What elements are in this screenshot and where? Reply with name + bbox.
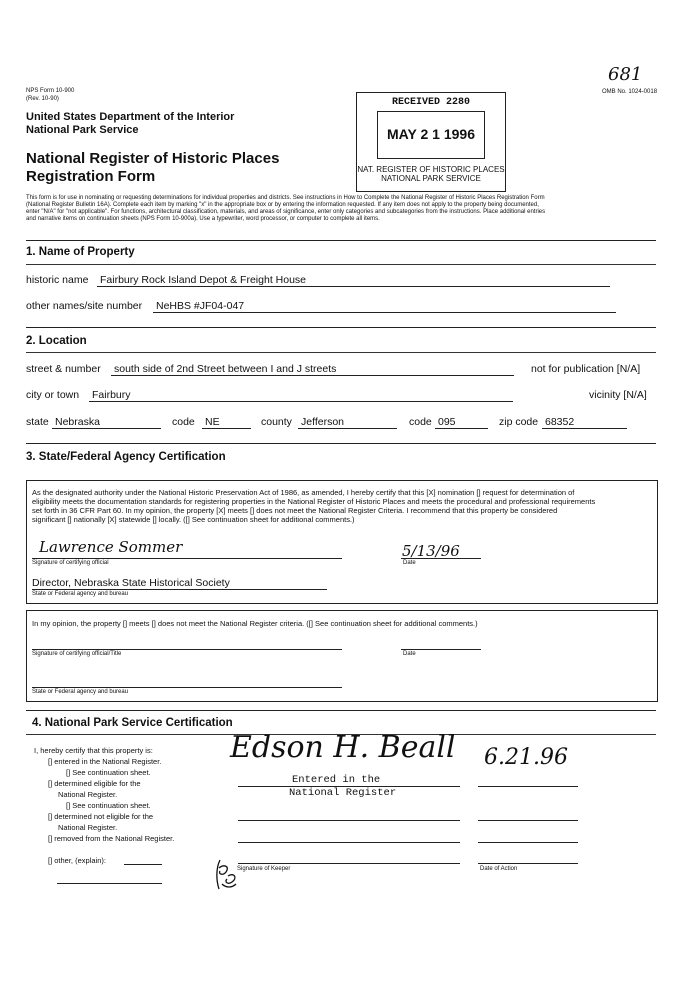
vicinity[interactable]: vicinity [N/A] <box>589 389 647 401</box>
instruction-line: and narrative items on continuation sheets (NPS Form 10-900a). Use a typewriter, word processor, or computer to complete all items. <box>26 216 380 222</box>
county-code-label: code <box>409 416 432 428</box>
form-subtitle: Registration Form <box>26 168 156 185</box>
city-label: city or town <box>26 389 80 401</box>
state-label: state <box>26 416 49 428</box>
stamp-line1: NAT. REGISTER OF HISTORIC PLACES <box>357 165 505 174</box>
certification-date: 5/13/96 <box>402 542 460 560</box>
section-2-heading: 2. Location <box>26 335 87 347</box>
date-line[interactable] <box>478 786 578 787</box>
eligible-continued: National Register. <box>58 790 118 799</box>
section-4-heading: 4. National Park Service Certification <box>32 717 233 729</box>
stamp-date: MAY 2 1 1996 <box>387 126 475 142</box>
agency-label: State or Federal agency and bureau <box>32 591 129 597</box>
date-line[interactable] <box>478 842 578 843</box>
keeper-certify-text: I, hereby certify that this property is: <box>34 746 153 755</box>
entered-stamp-line2: National Register <box>289 787 397 799</box>
certification-text <box>32 488 652 524</box>
form-revision: (Rev. 10-90) <box>26 96 59 102</box>
eligible-checkbox[interactable]: [] determined eligible for the <box>48 779 141 788</box>
cert-line: significant [] nationally [X] statewide [] locally. ([] See continuation sheet for additional comments.) <box>32 515 355 524</box>
keeper-line[interactable] <box>238 863 460 864</box>
cert-line: set forth in 36 CFR Part 60. In my opinion, the property [X] meets [] does not meet the National Register Criteria. I recommend that this property be considered <box>32 506 558 515</box>
date-line[interactable] <box>478 820 578 821</box>
street-field[interactable]: south side of 2nd Street between I and J streets <box>111 363 514 376</box>
cert-line: eligibility meets the documentation standards for registering properties in the National Register of Historic Places and meets the procedural and professional requirements <box>32 497 596 506</box>
action-date: 6.21.96 <box>484 745 568 770</box>
other-explain-line[interactable] <box>124 864 162 865</box>
not-for-publication[interactable]: not for publication [N/A] <box>531 363 641 375</box>
date-line[interactable] <box>478 863 578 864</box>
zip-label: zip code <box>499 416 539 428</box>
continuation-checkbox[interactable]: [] See continuation sheet. <box>66 801 151 810</box>
keeper-initials-mark <box>214 858 240 892</box>
section-1-heading: 1. Name of Property <box>26 246 135 258</box>
entered-stamp-line1: Entered in the <box>292 774 381 786</box>
city-field[interactable]: Fairbury <box>89 389 513 402</box>
certifying-signature: Lawrence Sommer <box>39 538 183 556</box>
not-eligible-continued: National Register. <box>58 823 118 832</box>
agency-value: Director, Nebraska State Historical Society <box>32 577 230 589</box>
divider <box>26 710 656 711</box>
state-field[interactable]: Nebraska <box>52 416 161 429</box>
continuation-checkbox[interactable]: [] See continuation sheet. <box>66 768 151 777</box>
received-stamp <box>356 92 506 192</box>
signature-title-label: Signature of certifying official/Title <box>32 651 122 657</box>
agency-line[interactable] <box>32 687 342 688</box>
omb-number: OMB No. 1024-0018 <box>602 89 658 95</box>
date-label: Date <box>403 651 416 657</box>
keeper-signature-label: Signature of Keeper <box>237 866 291 872</box>
historic-name-field[interactable]: Fairbury Rock Island Depot & Freight House <box>97 274 610 287</box>
department-name: United States Department of the Interior <box>26 111 235 123</box>
county-label: county <box>261 416 292 428</box>
date-line[interactable] <box>401 558 481 559</box>
not-eligible-checkbox[interactable]: [] determined not eligible for the <box>48 812 154 821</box>
stamp-inner-box <box>377 111 485 159</box>
other-names-label: other names/site number <box>26 300 143 312</box>
keeper-line[interactable] <box>238 786 460 787</box>
instruction-line: (National Register Bulletin 16A). Complete each item by marking "x" in the appropriate box or by entering the information requested. If any item does not apply to the property being documented, <box>26 202 539 208</box>
removed-checkbox[interactable]: [] removed from the National Register. <box>48 834 175 843</box>
state-certification-box <box>26 480 658 604</box>
stamp-received: RECEIVED 2280 <box>391 97 470 108</box>
date-line[interactable] <box>401 649 481 650</box>
state-code-field[interactable]: NE <box>202 416 251 429</box>
historic-name-label: historic name <box>26 274 89 286</box>
other-names-field[interactable]: NeHBS #JF04-047 <box>153 300 616 313</box>
date-label: Date <box>403 560 416 566</box>
agency-line[interactable] <box>32 589 327 590</box>
keeper-line[interactable] <box>238 842 460 843</box>
stamp-line2: NATIONAL PARK SERVICE <box>381 174 481 183</box>
keeper-initials <box>214 858 240 897</box>
form-title: National Register of Historic Places <box>26 150 280 167</box>
other-checkbox[interactable]: [] other, (explain): <box>48 856 106 865</box>
form-number: NPS Form 10-900 <box>26 88 75 94</box>
street-label: street & number <box>26 363 101 375</box>
signature-line[interactable] <box>32 558 342 559</box>
divider <box>26 443 656 444</box>
keeper-line[interactable] <box>238 820 460 821</box>
entered-checkbox[interactable]: [] entered in the National Register. <box>48 757 162 766</box>
instruction-line: This form is for use in nominating or requesting determinations for individual properties and districts. See instructions in How to Complete the National Register of Historic Places Registration Form <box>26 195 545 201</box>
zip-field[interactable]: 68352 <box>542 416 627 429</box>
divider <box>26 327 656 328</box>
signature-label: Signature of certifying official <box>32 560 109 566</box>
opinion-box <box>26 610 658 702</box>
other-explain-line[interactable] <box>57 883 162 884</box>
county-code-field[interactable]: 095 <box>435 416 488 429</box>
divider <box>26 240 656 241</box>
handwritten-number: 681 <box>608 64 643 85</box>
opinion-text: In my opinion, the property [] meets [] does not meet the National Register criteria. ([] See continuation sheet for additional comments.) <box>32 619 478 628</box>
divider <box>26 352 656 353</box>
service-name: National Park Service <box>26 124 139 136</box>
instructions <box>26 195 666 223</box>
county-field[interactable]: Jefferson <box>298 416 397 429</box>
keeper-signature: Edson H. Beall <box>230 730 456 765</box>
signature-line[interactable] <box>32 649 342 650</box>
divider <box>26 264 656 265</box>
instruction-line: enter "N/A" for "not applicable". For functions, architectural classification, materials, and areas of significance, enter only categories and subcategories from the instructions. Place additional entries <box>26 209 546 215</box>
agency-label: State or Federal agency and bureau <box>32 689 129 695</box>
state-code-label: code <box>172 416 195 428</box>
cert-line: As the designated authority under the National Historic Preservation Act of 1986, as amended, I hereby certify that this [X] nomination [] request for determination of <box>32 488 575 497</box>
date-of-action-label: Date of Action <box>480 866 518 872</box>
section-3-heading: 3. State/Federal Agency Certification <box>26 451 226 463</box>
